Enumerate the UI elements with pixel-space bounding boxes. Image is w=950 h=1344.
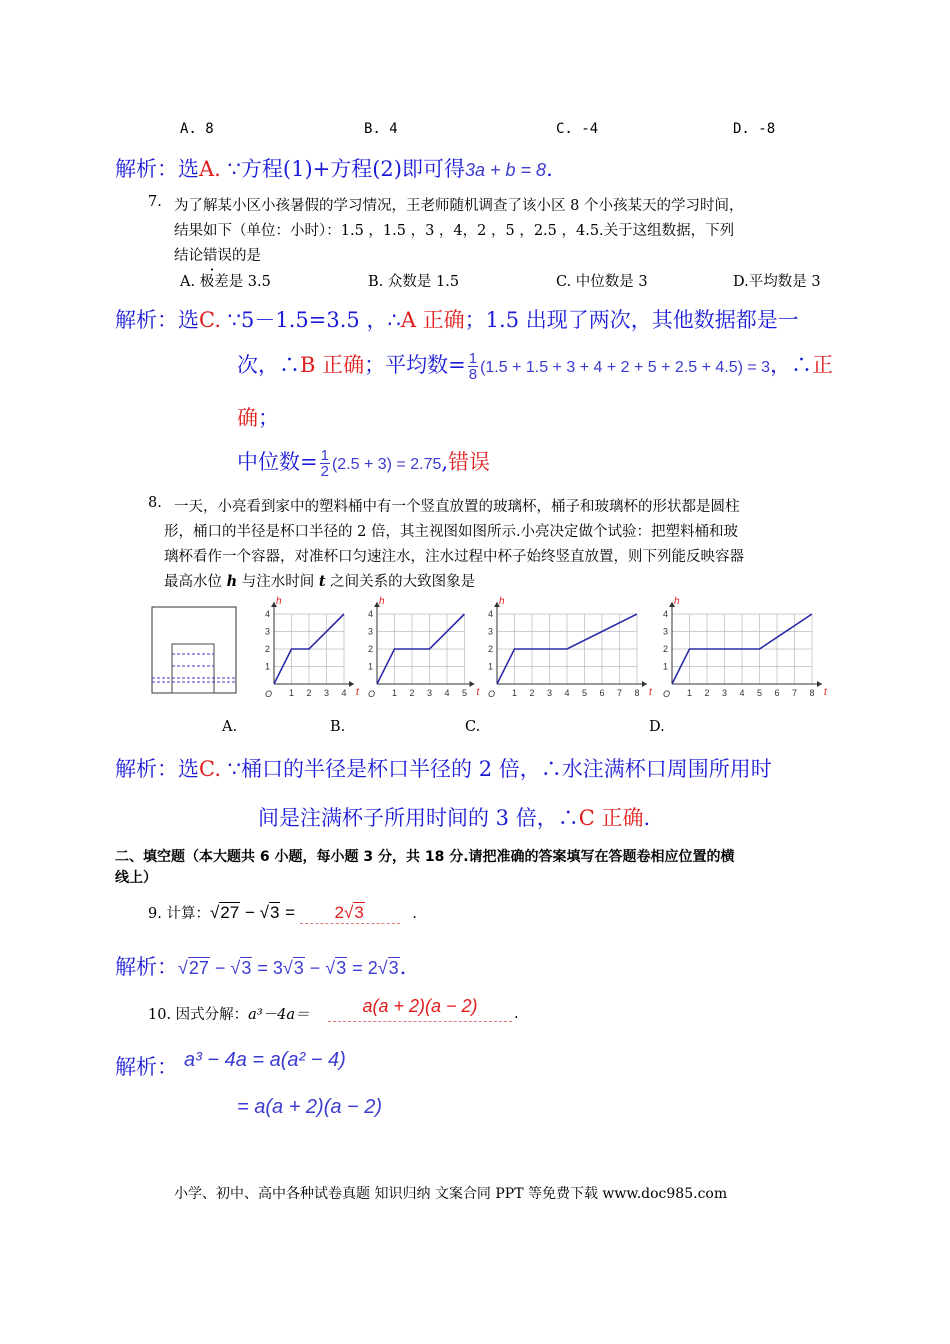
x-tick-label: 8 xyxy=(809,688,815,698)
y-tick-label: 4 xyxy=(264,609,270,619)
y-tick-label: 2 xyxy=(487,644,493,654)
x-tick-label: 2 xyxy=(306,688,312,698)
x-tick-label: 6 xyxy=(599,688,605,698)
x-tick-label: 7 xyxy=(791,688,798,698)
origin-label: O xyxy=(487,689,495,699)
x-tick-label: 1 xyxy=(686,688,693,698)
x-tick-label: 2 xyxy=(409,688,415,698)
y-axis-label: h xyxy=(499,596,505,607)
radicand: 3 xyxy=(241,958,252,978)
y-tick-label: 3 xyxy=(487,626,493,637)
q10 xyxy=(148,1003,310,1024)
x-axis-label: t xyxy=(824,687,827,698)
q10-period: . xyxy=(514,1006,519,1022)
q8-analysis-line-1 xyxy=(115,753,772,783)
x-tick-label: 5 xyxy=(461,688,468,698)
correct-mark: B 正确 xyxy=(300,353,365,377)
q8-line-4 xyxy=(164,570,475,591)
q9-text: 计算： xyxy=(166,906,210,922)
q10-analysis-label: 解析： xyxy=(115,1055,178,1079)
x-axis-arrow xyxy=(349,681,354,687)
q6-option-d: D. -8 xyxy=(733,121,776,137)
period: . xyxy=(399,955,407,979)
formula: 3a + b = 8 xyxy=(464,160,547,180)
y-tick-label: 1 xyxy=(367,661,373,672)
fraction-one-half xyxy=(320,448,330,479)
correct-mark: 确 xyxy=(237,406,258,430)
q10-analysis-line-1: a³ − 4a = a(a² − 4) xyxy=(184,1049,346,1071)
q7-line-2: 结果如下（单位：小时）：1.5 ，1.5 ，3 ，4，2 ，5 ，2.5 ，4.5.关于这组数据，下列 xyxy=(174,223,735,239)
median-formula: (2.5 + 3) = 2.75 xyxy=(331,456,442,473)
q7-option-d: D.平均数是 3 xyxy=(733,274,821,290)
y-tick-label: 1 xyxy=(662,661,668,672)
option-label-c: C. xyxy=(465,719,481,735)
analysis-text: ；平均数= xyxy=(364,353,466,377)
q6-analysis xyxy=(115,153,553,183)
q7-line-3-c: 误的是 xyxy=(217,248,261,264)
semicolon: ； xyxy=(258,406,279,430)
section-2-heading-cont: 线上） xyxy=(115,870,157,886)
radicand: 3 xyxy=(354,903,364,922)
x-tick-label: 2 xyxy=(529,688,535,698)
analysis-label: 解析：选 xyxy=(115,757,199,781)
q8-line-2: 形，桶口的半径是杯口半径的 2 倍，其主视图如图所示.小亮决定做个试验：把塑料桶和玻 xyxy=(164,524,739,540)
y-tick-label: 2 xyxy=(662,644,668,654)
coefficient: 2 xyxy=(334,903,344,922)
y-axis-label: h xyxy=(276,596,282,607)
q7-option-a: A. 极差是 3.5 xyxy=(180,274,271,290)
q9-analysis xyxy=(115,951,406,981)
analysis-text: ∵方程(1)+方程(2)即可得 xyxy=(227,157,465,181)
analysis-text: ∵5－1.5=3.5 ，∴ xyxy=(221,308,401,332)
x-tick-label: 4 xyxy=(564,688,570,698)
coefficient: 3 xyxy=(272,958,283,978)
x-tick-label: 3 xyxy=(323,688,330,698)
emphasized-char: 错 xyxy=(203,248,218,264)
x-tick-label: 8 xyxy=(634,688,640,698)
x-tick-label: 1 xyxy=(391,688,398,698)
q8-number: 8. xyxy=(148,495,162,511)
option-label-a: A. xyxy=(222,719,238,735)
answer-choice: C. xyxy=(199,308,221,332)
analysis-text: 中位数= xyxy=(237,450,318,474)
q9-answer-blank: 2√3 xyxy=(300,903,400,924)
average-formula: (1.5 + 1.5 + 3 + 4 + 2 + 5 + 2.5 + 4.5) = 3 xyxy=(480,359,771,376)
q9-analysis-formula: √27 − √3 = 3√3 − √3 = 2√3 xyxy=(178,958,399,978)
q10-text: 因式分解： xyxy=(175,1007,249,1023)
q8-line-1: 一天，小亮看到家中的塑料桶中有一个竖直放置的玻璃杯，桶子和玻璃杯的形状都是圆柱 xyxy=(174,499,740,515)
chart-option-c xyxy=(485,596,665,706)
y-tick-label: 3 xyxy=(662,626,668,637)
q9-expression: √27 − √3 = xyxy=(209,903,296,922)
x-tick-label: 6 xyxy=(774,688,780,698)
analysis-label: 解析：选 xyxy=(115,308,199,332)
x-tick-label: 2 xyxy=(704,688,710,698)
period: . xyxy=(643,806,651,830)
x-tick-label: 1 xyxy=(288,688,295,698)
origin-label: O xyxy=(367,689,375,699)
numerator: 1 xyxy=(468,350,478,367)
bucket-outline xyxy=(152,607,236,693)
q7-number: 7. xyxy=(148,194,162,210)
correct-mark: C 正确 xyxy=(578,806,644,830)
y-tick-label: 3 xyxy=(264,626,270,637)
analysis-text: 间是注满杯子所用时间的 3 倍，∴ xyxy=(258,806,579,830)
analysis-text: 次，∴ xyxy=(237,353,300,377)
origin-label: O xyxy=(662,689,670,699)
q7-line-1: 为了解某小区小孩暑假的学习情况，王老师随机调查了该小区 8 个小孩某天的学习时间， xyxy=(174,198,744,214)
q7-analysis-line-2 xyxy=(237,349,833,382)
q10-expression: a³－4a＝ xyxy=(248,1007,310,1023)
x-axis-label: t xyxy=(356,687,359,698)
analysis-text: ∵桶口的半径是杯口半径的 2 倍，∴水注满杯口周围所用时 xyxy=(221,757,772,781)
denominator: 2 xyxy=(320,463,329,480)
answer-choice: C. xyxy=(199,757,221,781)
x-tick-label: 3 xyxy=(721,688,728,698)
x-axis-arrow xyxy=(642,681,647,687)
x-tick-label: 4 xyxy=(444,688,450,698)
radicand: 3 xyxy=(388,958,399,978)
text: 之间关系的大致图象是 xyxy=(325,574,476,590)
numerator: 1 xyxy=(320,447,329,464)
chart-option-b xyxy=(365,596,490,706)
q7-analysis-line-3 xyxy=(237,402,279,432)
period: . xyxy=(412,906,417,922)
y-tick-label: 4 xyxy=(367,609,373,619)
x-tick-label: 1 xyxy=(511,688,518,698)
correct-mark: 正 xyxy=(812,353,834,377)
q6-option-a: A. 8 xyxy=(180,121,214,137)
radicand: 3 xyxy=(269,903,280,922)
q7-option-c: C. 中位数是 3 xyxy=(556,274,648,290)
radicand: 3 xyxy=(293,958,304,978)
x-tick-label: 3 xyxy=(546,688,553,698)
radicand: 27 xyxy=(188,958,209,978)
footer-text: 小学、初中、高中各种试卷真题 知识归纳 文案合同 PPT 等免费下载 www.doc985.com xyxy=(174,1186,728,1202)
y-axis-label: h xyxy=(674,596,680,607)
q7-option-b: B. 众数是 1.5 xyxy=(368,274,460,290)
radicand: 27 xyxy=(220,903,240,922)
period: . xyxy=(546,157,553,181)
x-axis-arrow xyxy=(817,681,822,687)
wrong-mark: 错误 xyxy=(448,450,491,474)
q10-answer-blank: a(a + 2)(a − 2) xyxy=(328,996,512,1022)
section-2-heading: 二、填空题（本大题共 6 小题，每小题 3 分，共 18 分.请把准确的答案填写在答题卷相应位置的横 xyxy=(115,849,735,865)
q7-line-3 xyxy=(174,244,261,265)
q10-number: 10. xyxy=(148,1007,172,1023)
chart-option-d xyxy=(660,596,840,706)
y-tick-label: 2 xyxy=(264,644,270,654)
chart-option-a xyxy=(262,596,362,706)
option-label-b: B. xyxy=(330,719,346,735)
q8-line-3: 璃杯看作一个容器，对准杯口匀速注水，注水过程中杯子始终竖直放置，则下列能反映容器 xyxy=(164,549,744,565)
radicand: 3 xyxy=(336,958,347,978)
x-tick-label: 3 xyxy=(426,688,433,698)
fraction-one-eighth xyxy=(468,351,478,382)
text: 与注水时间 xyxy=(237,574,319,590)
answer-choice: A. xyxy=(199,157,221,181)
y-axis-label: h xyxy=(379,596,385,607)
x-tick-label: 4 xyxy=(341,688,347,698)
y-tick-label: 1 xyxy=(487,661,493,672)
x-tick-label: 5 xyxy=(756,688,763,698)
analysis-label: 解析： xyxy=(115,955,178,979)
analysis-text: ；1.5 出现了两次，其他数据都是一 xyxy=(464,308,799,332)
x-axis-label: t xyxy=(476,687,480,698)
x-axis-label: t xyxy=(649,687,652,698)
y-tick-label: 2 xyxy=(367,644,373,654)
option-label-d: D. xyxy=(649,719,665,735)
coefficient: 2 xyxy=(367,958,378,978)
y-tick-label: 4 xyxy=(487,609,493,619)
x-tick-label: 4 xyxy=(739,688,745,698)
x-tick-label: 7 xyxy=(616,688,623,698)
q7-line-3-a: 结论 xyxy=(174,248,203,264)
bucket-front-view xyxy=(148,604,240,696)
correct-mark: A 正确 xyxy=(400,308,465,332)
q6-option-b: B. 4 xyxy=(364,121,398,137)
var-h: h xyxy=(226,573,238,590)
q9 xyxy=(148,902,417,924)
y-tick-label: 3 xyxy=(367,626,373,637)
analysis-text: ，∴ xyxy=(770,353,813,377)
q10-analysis-line-2: = a(a + 2)(a − 2) xyxy=(237,1096,383,1118)
denominator: 8 xyxy=(468,366,478,383)
x-tick-label: 5 xyxy=(581,688,588,698)
comma: , xyxy=(441,450,449,474)
q6-option-c: C. -4 xyxy=(556,121,599,137)
y-tick-label: 4 xyxy=(662,609,668,619)
text: 最高水位 xyxy=(164,574,227,590)
x-axis-arrow xyxy=(470,681,475,687)
y-tick-label: 1 xyxy=(264,661,270,672)
q8-analysis-line-2 xyxy=(258,802,650,832)
cup-outline xyxy=(172,644,214,693)
var-t: t xyxy=(318,573,326,590)
analysis-label: 解析：选 xyxy=(115,157,199,181)
q7-analysis-line-1 xyxy=(115,304,799,334)
q7-analysis-line-4 xyxy=(237,446,490,479)
q9-number: 9. xyxy=(148,906,162,922)
origin-label: O xyxy=(264,689,272,699)
